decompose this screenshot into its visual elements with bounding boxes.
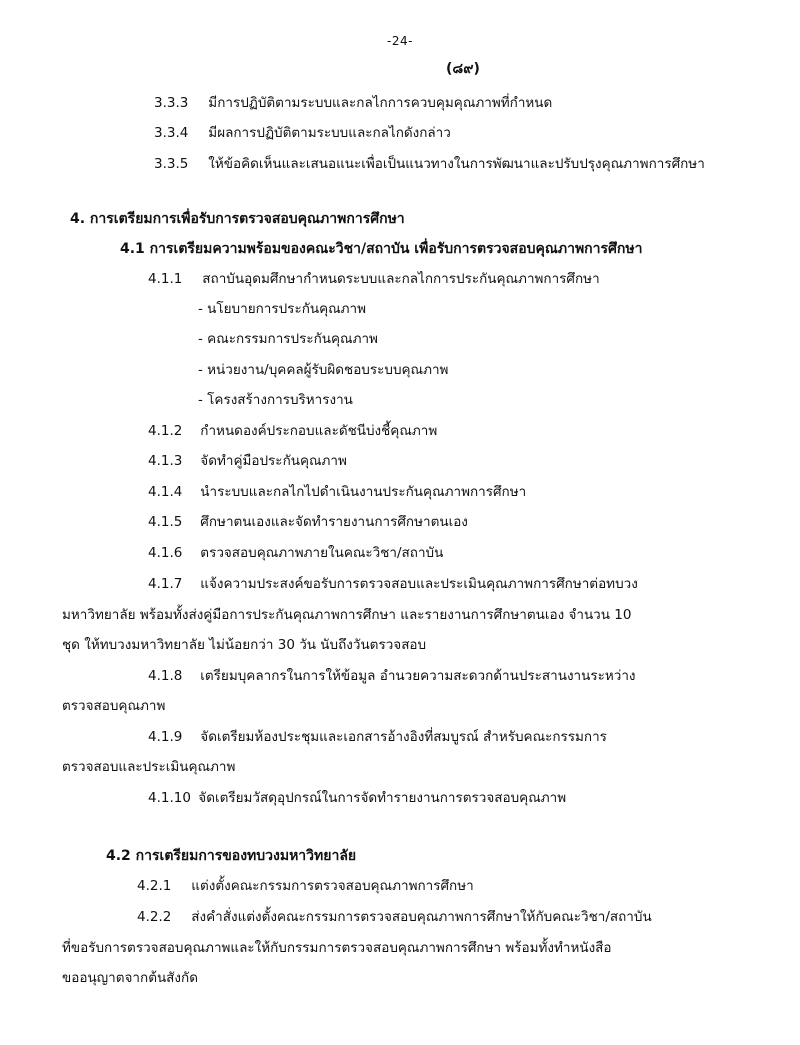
item-text: นำระบบและกลไกไปดำเนินงานประกันคุณภาพการศึกษา: [200, 484, 527, 500]
item-4-1-5: [148, 513, 468, 531]
item-text: ศึกษาตนเองและจัดทำรายงานการศึกษาตนเอง: [200, 514, 468, 530]
item-text: สถาบันอุดมศึกษากำหนดระบบและกลไกการประกันคุณภาพการศึกษา: [202, 271, 600, 287]
item-number: 4.1.3: [148, 453, 183, 469]
bullet-item: - หน่วยงาน/บุคคลผู้รับผิดชอบระบบคุณภาพ: [198, 362, 449, 378]
item-4-2-2-continuation: ขออนุญาตจากต้นสังกัด: [62, 970, 198, 986]
item-4-1-2: [148, 422, 437, 440]
item-4-1-6: [148, 544, 443, 562]
item-4-2-2-continuation: ที่ขอรับการตรวจสอบคุณภาพและให้กับกรรมการตรวจสอบคุณภาพการศึกษา พร้อมทั้งทำหนังสือ: [62, 940, 612, 956]
item-4-1-8: [148, 667, 636, 685]
item-4-1-7-continuation: มหาวิทยาลัย พร้อมทั้งส่งคู่มือการประกันคุณภาพการศึกษา และรายงานการศึกษาตนเอง จำนวน 10: [62, 607, 632, 623]
item-4-2-2: [137, 908, 652, 926]
item-number: 4.2.1: [137, 878, 172, 894]
bullet-item: - นโยบายการประกันคุณภาพ: [198, 301, 367, 317]
item-text: จัดเตรียมวัสดุอุปกรณ์ในการจัดทำรายงานการตรวจสอบคุณภาพ: [198, 790, 567, 806]
item-4-1-10: [148, 789, 566, 807]
item-text: แต่งตั้งคณะกรรมการตรวจสอบคุณภาพการศึกษา: [191, 878, 474, 894]
item-number: 4.1.7: [148, 576, 183, 592]
item-4-1-1: [148, 270, 600, 288]
section-4-1-heading: 4.1 การเตรียมความพร้อมของคณะวิชา/สถาบัน เพื่อรับการตรวจสอบคุณภาพการศึกษา: [120, 241, 643, 257]
item-text: แจ้งความประสงค์ขอรับการตรวจสอบและประเมินคุณภาพการศึกษาต่อทบวง: [200, 576, 638, 592]
item-4-1-4: [148, 483, 526, 501]
item-4-1-3: [148, 452, 347, 470]
item-text: จัดเตรียมห้องประชุมและเอกสารอ้างอิงที่สมบูรณ์ สำหรับคณะกรรมการ: [200, 729, 607, 745]
item-4-1-7-continuation: ชุด ให้ทบวงมหาวิทยาลัย ไม่น้อยกว่า 30 วัน นับถึงวันตรวจสอบ: [62, 637, 427, 653]
item-number: 3.3.5: [154, 156, 189, 172]
item-text: กำหนดองค์ประกอบและดัชนีบ่งชี้คุณภาพ: [200, 423, 438, 439]
item-4-1-7: [148, 575, 638, 593]
item-number: 4.1.6: [148, 545, 183, 561]
item-text: มีการปฏิบัติตามระบบและกลไกการควบคุมคุณภาพที่กำหนด: [208, 95, 553, 111]
section-4-2-heading: 4.2 การเตรียมการของทบวงมหาวิทยาลัย: [106, 848, 357, 864]
item-text: เตรียมบุคลากรในการให้ข้อมูล อำนวยความสะดวกด้านประสานงานระหว่าง: [200, 668, 636, 684]
item-number: 4.1.2: [148, 423, 183, 439]
item-4-1-9: [148, 728, 607, 746]
item-4-2-1: [137, 877, 474, 895]
item-4-1-9-continuation: ตรวจสอบและประเมินคุณภาพ: [62, 759, 236, 775]
item-text: ส่งคำสั่งแต่งตั้งคณะกรรมการตรวจสอบคุณภาพการศึกษาให้กับคณะวิชา/สถาบัน: [191, 909, 652, 925]
item-number: 4.1.8: [148, 668, 183, 684]
item-3-3-5: [154, 155, 705, 173]
bullet-item: - คณะกรรมการประกันคุณภาพ: [198, 331, 378, 347]
bullet-item: - โครงสร้างการบริหารงาน: [198, 392, 353, 408]
item-text: ตรวจสอบคุณภาพภายในคณะวิชา/สถาบัน: [200, 545, 444, 561]
item-text: มีผลการปฏิบัติตามระบบและกลไกดังกล่าว: [208, 125, 451, 141]
item-number: 4.1.5: [148, 514, 183, 530]
item-number: 3.3.3: [154, 95, 189, 111]
page-number: -24-: [387, 34, 413, 48]
item-number: 4.1.4: [148, 484, 183, 500]
item-number: 4.1.1: [148, 271, 183, 287]
item-4-1-8-continuation: ตรวจสอบคุณภาพ: [62, 698, 166, 714]
thai-page-number: (๘๙): [446, 61, 480, 77]
item-3-3-4: [154, 124, 451, 142]
item-number: 4.1.10: [148, 790, 191, 806]
item-text: ให้ข้อคิดเห็นและเสนอแนะเพื่อเป็นแนวทางในการพัฒนาและปรับปรุงคุณภาพการศึกษา: [208, 156, 705, 172]
item-number: 3.3.4: [154, 125, 189, 141]
item-number: 4.2.2: [137, 909, 172, 925]
item-number: 4.1.9: [148, 729, 183, 745]
item-text: จัดทำคู่มือประกันคุณภาพ: [200, 453, 347, 469]
section-4-heading: 4. การเตรียมการเพื่อรับการตรวจสอบคุณภาพการศึกษา: [70, 211, 405, 227]
item-3-3-3: [154, 94, 552, 112]
